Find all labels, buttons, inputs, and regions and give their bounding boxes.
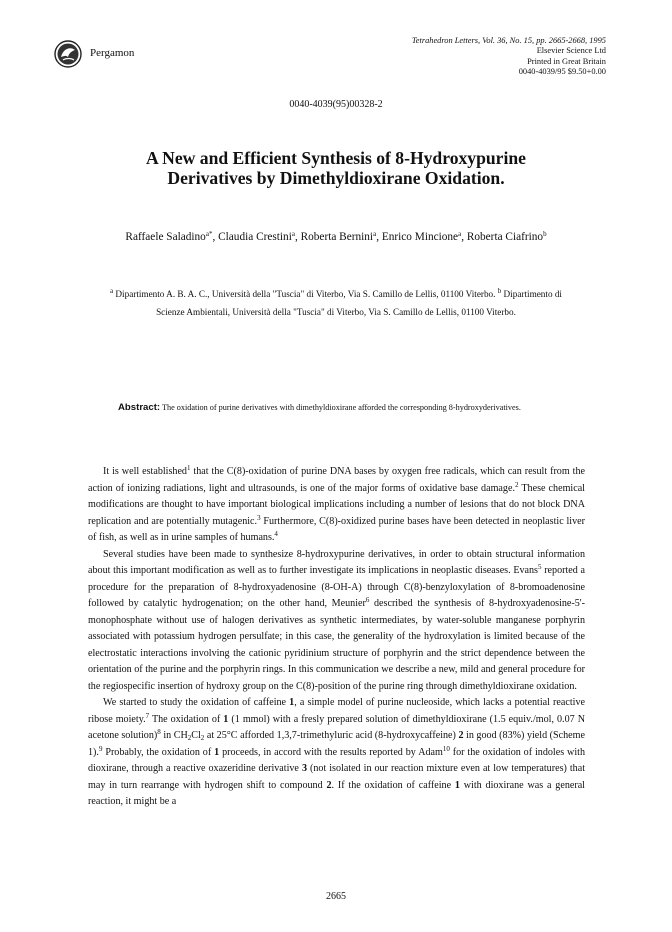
text-span: It is well established <box>103 466 187 477</box>
text-span: with dioxirane was a general reaction, it might be a <box>88 779 585 807</box>
text-span: in good (83%) yield (Scheme 1). <box>88 730 585 758</box>
paragraph-2 <box>88 547 585 696</box>
journal-info <box>346 36 606 78</box>
subscript: 2 <box>200 734 205 742</box>
text-span: , a simple model of purine nucleoside, which lacks a potential reactive ribose moiety. <box>88 697 585 725</box>
reference-mark: 6 <box>365 596 370 604</box>
compound-number: 3 <box>301 763 307 774</box>
author-name: Raffaele Saladino <box>125 231 206 243</box>
author-affil-mark: a <box>373 230 377 238</box>
reference-mark: 1 <box>186 464 191 472</box>
reference-mark: 5 <box>538 563 542 571</box>
compound-number: 1 <box>214 746 220 758</box>
author-affil-mark: a <box>458 230 462 238</box>
text-span: The oxidation of <box>149 713 224 725</box>
reference-mark: 4 <box>274 530 278 538</box>
text-span: Several studies have been made to synthesize 8-hydroxypurine derivatives, in order to obtain structural information about this important modification as well as to further investigate its implications in neoplastic diseases. Evans <box>88 548 585 576</box>
reference-mark: 8 <box>157 728 161 736</box>
subscript: 2 <box>187 734 192 742</box>
reference-mark: 3 <box>257 513 261 522</box>
text-span: described the synthesis of 8-hydroxyadenosine-5'-monophosphate without use of halogen derivatives as synthetic intermediates, by water-soluble manganese porphyrin associated with potassium hydrogen persulfate; in this case, the generality of the hydroxylation is limited because of the electrostatic interactions involving the cationic pyridinium structure of porphyrin and the strict dependence between the orientation of the purine and the porphyrin rings. In this communication we describe a new, mild and general procedure for the regiospecific insertion of hydroxy group on the C(8)-position of the purine ring through dimethyldioxirane oxidation. <box>88 598 585 692</box>
abstract <box>118 402 558 413</box>
author-name: , Enrico Mincione <box>376 231 459 243</box>
compound-number: 1 <box>289 697 295 708</box>
text-span: We started to study the oxidation of caffeine <box>103 697 290 708</box>
compound-number: 1 <box>223 713 229 725</box>
title-line-1: A New and Efficient Synthesis of 8-Hydroxypurine <box>146 148 526 168</box>
price-line: 0040-4039/95 $9.50+0.00 <box>518 67 606 77</box>
affiliation-b: Dipartimento di Scienze Ambientali, Università della "Tuscia" di Viterbo, Via S. Camillo de Lellis, 01100 Viterbo. <box>156 289 562 317</box>
author-affil-mark: b <box>543 230 547 238</box>
reference-mark: 7 <box>145 711 150 720</box>
body-text <box>88 464 585 811</box>
author-list <box>110 228 562 247</box>
paper-title <box>60 148 612 188</box>
text-span: Cl <box>191 730 201 741</box>
page-number: 2665 <box>326 891 346 902</box>
text-span: proceeds, in accord with the results reported by Adam <box>219 746 443 758</box>
text-span: (not isolated in our reaction mixture even at low temperatures) that may in turn rearrange with hydrogen shift to compound <box>88 763 586 791</box>
affiliation-a: Dipartimento A. B. A. C., Università della "Tuscia" di Viterbo, Via S. Camillo de Lellis, 01100 Viterbo. <box>113 289 496 299</box>
text-span: that the C(8)-oxidation of purine DNA bases by oxygen free radicals, which can result from the action of ionizing radiations, light and ultrasounds, is one of the major forms of oxidative base damage. <box>88 466 585 494</box>
affiliation-mark: b <box>497 287 502 295</box>
author-name: , Roberta Bernini <box>294 231 374 243</box>
author-affil-mark: a* <box>205 230 213 238</box>
text-span: Furthermore, C(8)-oxidized purine bases have been detected in neoplastic liver of fish, as well as in urine samples of humans. <box>88 515 585 543</box>
text-span: . If the oxidation of caffeine <box>331 779 455 791</box>
text-span: (1 mmol) with a fresly prepared solution of dimethyldioxirane (1.5 equiv./mol, 0.07 N acetone solution) <box>88 713 586 741</box>
paragraph-1 <box>88 464 585 547</box>
text-span: for the oxidation of indoles with dioxirane, through a reactive oxazeridine derivative <box>88 746 585 774</box>
publisher-name: Pergamon <box>90 47 135 59</box>
affiliation-mark: a <box>110 287 114 295</box>
author-name: , Claudia Crestini <box>212 231 292 243</box>
compound-number: 1 <box>454 779 460 791</box>
author-affil-mark: a <box>291 230 295 238</box>
author-name: , Roberta Ciafrino <box>461 231 544 243</box>
title-line-2: Derivatives by Dimethyldioxirane Oxidation. <box>167 168 505 188</box>
printed-line: Printed in Great Britain <box>527 56 606 66</box>
affiliations <box>110 285 562 321</box>
text-span: Probably, the oxidation of <box>102 746 215 758</box>
paragraph-3 <box>88 695 585 811</box>
reference-mark: 2 <box>514 480 519 489</box>
reference-mark: 9 <box>98 744 103 753</box>
compound-number: 2 <box>458 730 464 741</box>
pergamon-logo-icon <box>54 40 82 68</box>
compound-number: 2 <box>326 779 332 791</box>
reference-mark: 10 <box>442 744 450 753</box>
publisher-line: Elsevier Science Ltd <box>536 46 606 56</box>
text-span: at 25°C afforded 1,3,7-trimethyluric acid (8-hydroxycaffeine) <box>204 730 459 741</box>
journal-citation: Tetrahedron Letters, Vol. 36, No. 15, pp. 2665-2668, 1995 <box>411 36 606 45</box>
text-span: These chemical modifications are thought to have important biological implications including a number of lesions that do not block DNA replication and are potentially mutagenic. <box>88 482 585 527</box>
text-span: in CH <box>160 730 188 741</box>
article-identifier: 0040-4039(95)00328-2 <box>289 99 383 110</box>
text-span: reported a procedure for the preparation of 8-hydroxyadenosine (8-OH-A) through C(8)-benzyloxylation of 8-bromoadenosine followed by catalytic hydrogenation; on the other hand, Meunier <box>88 565 586 609</box>
abstract-label: Abstract: <box>118 402 161 413</box>
abstract-text: The oxidation of purine derivatives with dimethyldioxirane afforded the corresponding 8-hydroxyderivatives. <box>160 403 521 412</box>
